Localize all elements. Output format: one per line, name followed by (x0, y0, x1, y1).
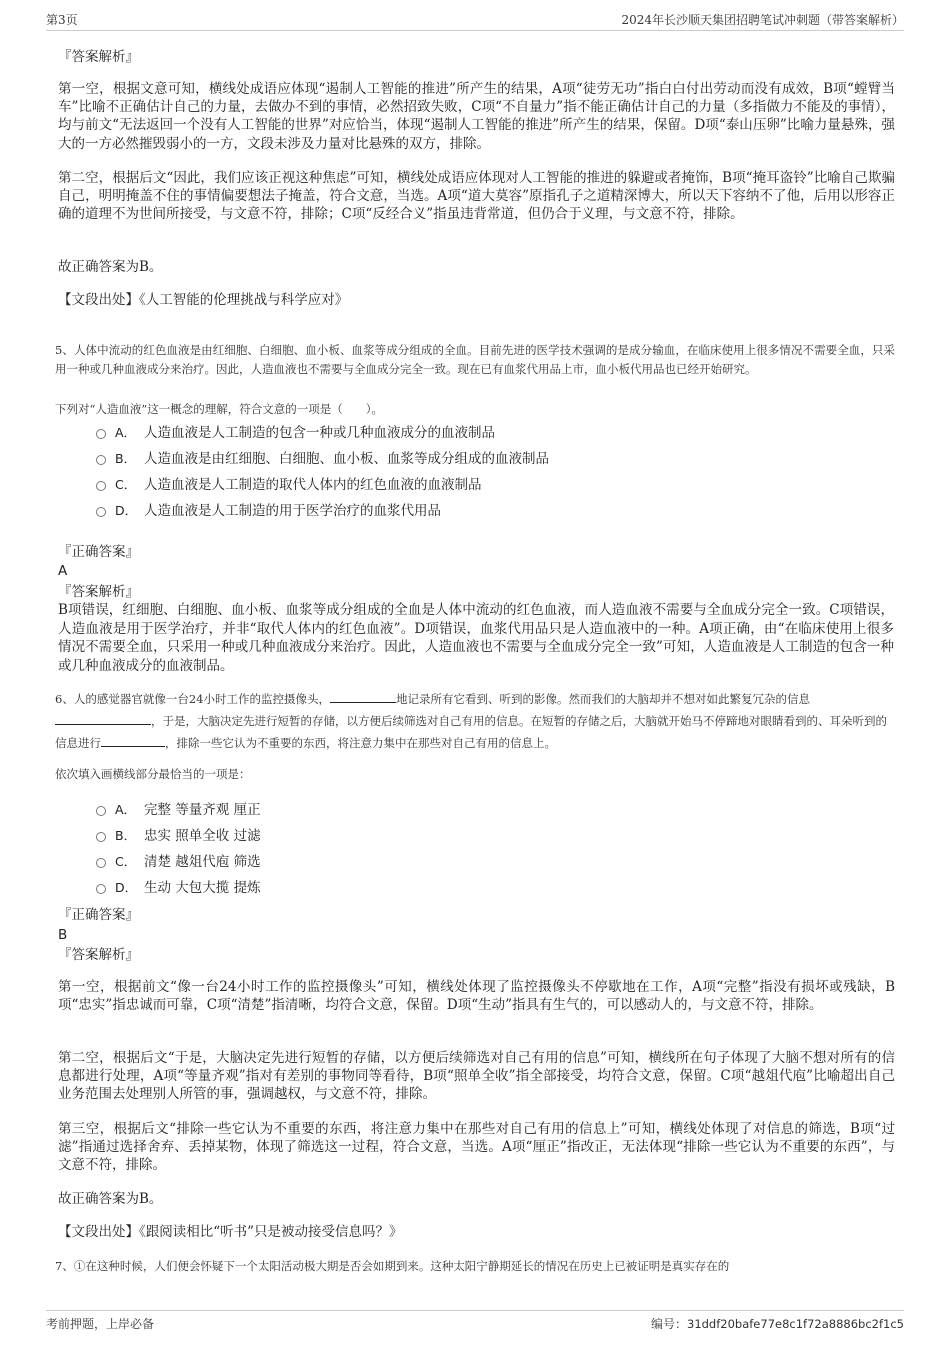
radio-button[interactable] (96, 884, 106, 894)
analysis-label: 『答案解析』 (58, 584, 139, 600)
radio-button[interactable] (96, 858, 106, 868)
fill-blank-3 (101, 732, 165, 747)
source-citation: 【文段出处】《人工智能的伦理挑战与科学应对》 (58, 292, 349, 308)
option-text: 清楚 越俎代庖 筛选 (144, 854, 261, 870)
radio-button[interactable] (96, 806, 106, 816)
analysis-paragraph: 第二空，根据后文“因此，我们应该正视这种焦虑”可知，横线处成语应体现对人工智能的推进的躲避或者掩饰，B项“掩耳盗铃”比喻自己欺骗自己，明明掩盖不住的事情偏要想法子掩盖，符合文意，当选。A项“道大莫容”原指孔子之道精深博大，所以天下容纳不了他，后用以形容正确的道理不为世间所接受，与文意不符，排除；C项“反经合义”指虽违背常道，但仍合于义理，与文意不符，排除。 (58, 170, 895, 223)
correct-answer-label: 『正确答案』 (58, 907, 139, 923)
question-prompt: 下列对“人造血液”这一概念的理解，符合文意的一项是（ ）。 (55, 402, 384, 416)
option-text: 人造血液是人工制造的包含一种或几种血液成分的血液制品 (144, 425, 495, 441)
option-text: 人造血液是人工制造的取代人体内的红色血液的血液制品 (144, 477, 482, 493)
option-text: 人造血液是由红细胞、白细胞、血小板、血浆等成分组成的血液制品 (144, 451, 549, 467)
option-text: 人造血液是人工制造的用于医学治疗的血浆代用品 (144, 503, 441, 519)
radio-button[interactable] (96, 455, 106, 465)
page-header (46, 8, 904, 31)
radio-button[interactable] (96, 429, 106, 439)
analysis-paragraph: 第一空，根据前文“像一台24小时工作的监控摄像头”可知，横线处体现了监控摄像头不停歇地在工作，A项“完整”指没有损坏或残缺，B项“忠实”指忠诚而可靠，C项“清楚”指清晰，均符合文意，保留。D项“生动”指具有生气的，可以感动人的，与文意不符，排除。 (58, 979, 895, 1014)
analysis-label: 『答案解析』 (58, 947, 139, 963)
page-number: 第3页 (46, 13, 78, 27)
footer-slogan: 考前押题，上岸必备 (46, 1317, 155, 1331)
option-letter: B． (115, 451, 137, 466)
analysis-paragraph: 第一空，根据文意可知，横线处成语应体现“遏制人工智能的推进”所产生的结果，A项“徒劳无功”指白白付出劳动而没有成效，B项“螳臂当车”比喻不正确估计自己的力量，去做办不到的事情，必然招致失败，C项“不自量力”指不能正确估计自己的力量（多指做力不能及的事情），均与前文“无法返回一个没有人工智能的世界”对应恰当，体现“遏制人工智能的推进”所产生的结果，保留。D项“泰山压卵”比喻力量悬殊，强大的一方必然摧毁弱小的一方，文段未涉及力量对比悬殊的双方，排除。 (58, 81, 895, 152)
correct-answer: B (58, 927, 68, 943)
analysis-label: 『答案解析』 (58, 49, 139, 65)
option-text: 生动 大包大揽 提炼 (144, 880, 261, 896)
question-stem (55, 688, 897, 754)
analysis-paragraph: 第二空，根据后文“于是，大脑决定先进行短暂的存储，以方便后续筛选对自己有用的信息”可知，横线所在句子体现了大脑不想对所有的信息都进行处理，A项“等量齐观”指对有差别的事物同等看待，B项“照单全收”指全部接受，均符合文意，保留。C项“越俎代庖”比喻超出自己业务范围去处理别人所管的事，强调越权，与文意不符，排除。 (58, 1050, 895, 1103)
stem-part: 地记录所有它看到、听到的影像。然而我们的大脑却并不想对如此繁复冗杂的信息 (395, 692, 810, 706)
document-title: 2024年长沙顺天集团招聘笔试冲刺题（带答案解析） (621, 13, 904, 27)
option-letter: D． (115, 880, 138, 895)
question-stem: 5、人体中流动的红色血液是由红细胞、白细胞、血小板、血浆等成分组成的全血。目前先进的医学技术强调的是成分输血，在临床使用上很多情况不需要全血，只采用一种或几种血液成分来治疗。因此，人造血液也不需要与全血成分完全一致。现在已有血浆代用品上市，血小板代用品也已经开始研究。 (55, 343, 895, 376)
fill-blank-2 (55, 710, 151, 725)
option-letter: B． (115, 828, 137, 843)
document-code (651, 1315, 904, 1332)
option-text: 忠实 照单全收 过滤 (144, 828, 261, 844)
analysis-paragraph: 第三空，根据后文“排除一些它认为不重要的东西，将注意力集中在那些对自己有用的信息上”可知，横线处体现了对信息的筛选，B项“过滤”指通过选择舍弃、丢掉某物，体现了筛选这一过程，符合文意，当选。A项“厘正”指改正，无法体现“排除一些它认为不重要的东西”，与文意不符，排除。 (58, 1121, 895, 1174)
stem-part: ，于是，大脑决定先进行短暂的存储，以方便后续筛选对自己有用的信息。在短暂的存储之后，大脑就开始马不停蹄地对眼睛看到的、耳朵听到的信息进行 (55, 714, 887, 750)
correct-answer-label: 『正确答案』 (58, 544, 139, 560)
option-letter: C． (115, 477, 137, 492)
page-footer (46, 1310, 904, 1335)
fill-blank-1 (330, 688, 396, 703)
radio-button[interactable] (96, 832, 106, 842)
option-letter: A． (115, 802, 137, 817)
radio-button[interactable] (96, 481, 106, 491)
code-label: 编号： (650, 1317, 687, 1331)
analysis-conclusion: 故正确答案为B。 (58, 1191, 163, 1207)
source-citation: 【文段出处】《跟阅读相比“听书”只是被动接受信息吗？》 (58, 1224, 403, 1240)
code-value: 31ddf20bafe77e8c1f72a8886bc2f1c5 (687, 1317, 904, 1331)
analysis-paragraph: B项错误，红细胞、白细胞、血小板、血浆等成分组成的全血是人体中流动的红色血液，而人造血液不需要与全血成分完全一致。C项错误，人造血液是用于医学治疗，并非“取代人体内的红色血液”。D项错误，血浆代用品只是人造血液中的一种。A项正确，由“在临床使用上很多情况不需要全血，只采用一种或几种血液成分来治疗。因此，人造血液也不需要与全血成分完全一致”可知，人造血液是人工制造的包含一种或几种血液成分的血液制品。 (58, 602, 894, 674)
radio-button[interactable] (96, 507, 106, 517)
stem-part: ，排除一些它认为不重要的东西，将注意力集中在那些对自己有用的信息上。 (165, 736, 556, 750)
option-letter: D． (115, 503, 138, 518)
correct-answer: A (58, 563, 68, 579)
question-prompt: 依次填入画横线部分最恰当的一项是： (55, 767, 251, 781)
option-letter: C． (115, 854, 137, 869)
question-stem: 7、①在这种时候，人们便会怀疑下一个太阳活动极大期是否会如期到来。这种太阳宁静期延长的情况在历史上已被证明是真实存在的 (55, 1259, 730, 1273)
stem-part: 6、人的感觉器官就像一台24小时工作的监控摄像头， (55, 692, 330, 706)
option-text: 完整 等量齐观 厘正 (144, 802, 261, 818)
option-letter: A． (115, 425, 137, 440)
analysis-conclusion: 故正确答案为B。 (58, 259, 163, 275)
